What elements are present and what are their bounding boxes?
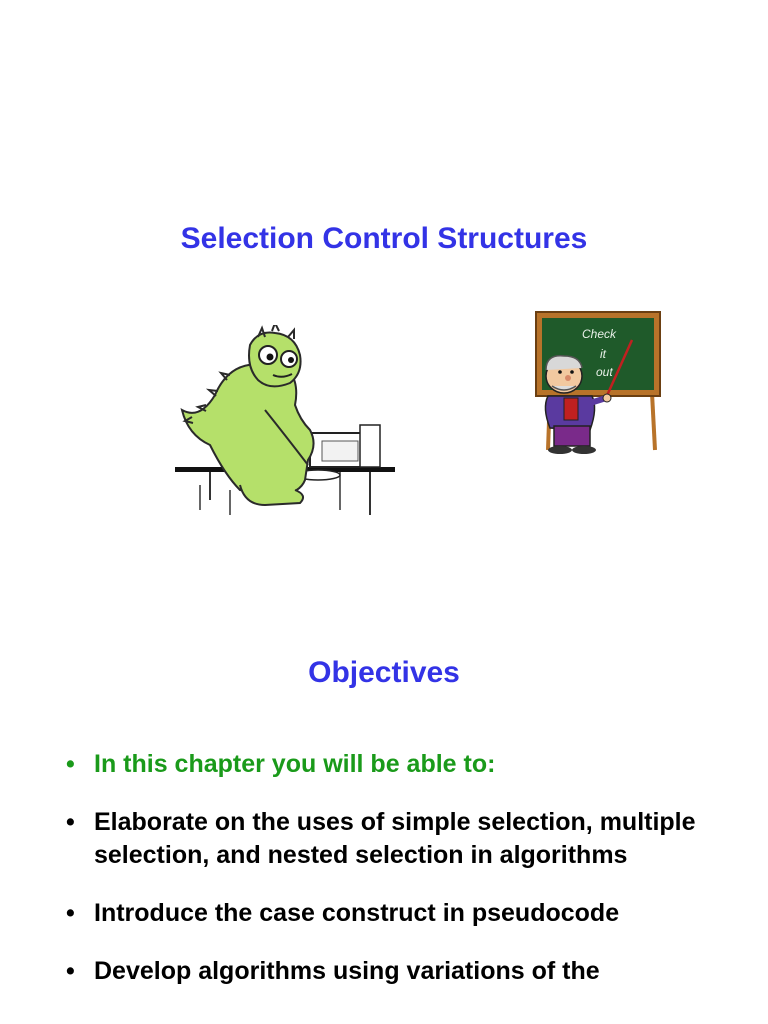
bullet-dot: •	[66, 957, 75, 985]
objectives-list	[64, 748, 744, 1013]
chalkboard-text-line-2: it	[600, 347, 606, 361]
chalkboard-text-line-1: Check	[582, 327, 617, 341]
bullet-text: In this chapter you will be able to:	[94, 750, 496, 778]
bullet-text: Elaborate on the uses of simple selection, multiple selection, and nested selection in algorithms	[94, 808, 696, 869]
chalkboard-text-line-3: out	[596, 365, 613, 379]
bullet-text: Introduce the case construct in pseudocode	[94, 899, 620, 927]
list-item	[64, 748, 744, 781]
monster-at-computer-illustration	[170, 325, 400, 520]
objectives-heading: Objectives	[308, 656, 460, 689]
bullet-text: Develop algorithms using variations of the	[94, 957, 600, 985]
list-item	[64, 897, 744, 930]
bullet-dot: •	[66, 750, 75, 778]
bullet-dot: •	[66, 808, 75, 836]
list-item	[64, 806, 744, 872]
list-item	[64, 955, 744, 988]
teacher-at-chalkboard-illustration	[520, 308, 668, 458]
slide-title: Selection Control Structures	[180, 222, 588, 255]
bullet-dot: •	[66, 899, 75, 927]
monster-body	[182, 364, 314, 495]
